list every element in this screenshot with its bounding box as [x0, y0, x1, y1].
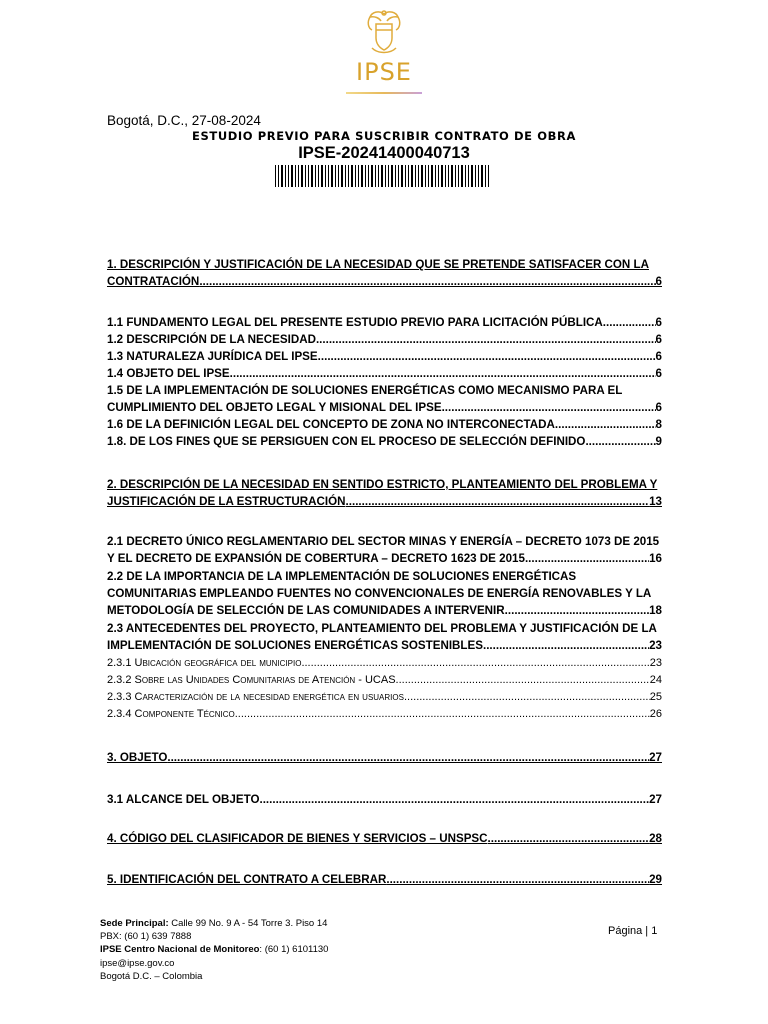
barcode-bar	[425, 165, 426, 187]
barcode-bar	[318, 165, 319, 187]
toc-entry-text: 1.8. DE LOS FINES QUE SE PERSIGUEN CON EL PROCESO DE SELECCIÓN DEFINIDO	[107, 435, 586, 448]
barcode-bar	[365, 165, 366, 187]
toc-entry[interactable]	[107, 314, 662, 331]
toc-page-number: 23	[649, 657, 662, 669]
toc-dot-leader	[525, 550, 649, 567]
toc-page-number: 27	[649, 751, 662, 764]
barcode-bar	[488, 165, 489, 187]
barcode-bar	[408, 165, 409, 187]
barcode-bar	[338, 165, 339, 187]
toc-entry[interactable]	[107, 416, 662, 433]
barcode-bar	[471, 165, 473, 187]
barcode-bar	[411, 165, 413, 187]
toc-page-number: 24	[649, 674, 662, 686]
toc-entry-text: 1.4 OBJETO DEL IPSE	[107, 367, 230, 380]
city-line: Bogotá D.C. – Colombia	[100, 970, 203, 982]
toc-page-number: 29	[649, 873, 662, 886]
toc-entry-text: 2.3.1 Ubicación geográfica del municipio	[107, 657, 302, 669]
barcode-bar	[458, 165, 459, 187]
toc-entry-text: CUMPLIMIENTO DEL OBJETO LEGAL Y MISIONAL DEL IPSE	[107, 401, 442, 414]
barcode-bar	[278, 165, 279, 187]
toc-page-number: 23	[649, 639, 662, 652]
ipse-logo	[0, 8, 768, 56]
toc-dot-leader	[230, 365, 656, 382]
toc-entry[interactable]	[107, 476, 662, 510]
barcode-bar	[451, 165, 453, 187]
toc-dot-leader	[442, 399, 656, 416]
barcode-bar	[448, 165, 449, 187]
barcode-bar	[388, 165, 389, 187]
toc-dot-leader	[505, 602, 649, 619]
toc-entry[interactable]	[107, 365, 662, 382]
email-link[interactable]: ipse@ipse.gov.co	[100, 957, 175, 969]
toc-entry-text: 2.3 ANTECEDENTES DEL PROYECTO, PLANTEAMIENTO DEL PROBLEMA Y JUSTIFICACIÓN DE LA	[107, 622, 657, 635]
toc-page-number: 18	[649, 604, 662, 617]
toc-entry-text: 2. DESCRIPCIÓN DE LA NECESIDAD EN SENTIDO ESTRICTO, PLANTEAMIENTO DEL PROBLEMA Y	[107, 478, 658, 491]
barcode-bar	[291, 165, 293, 187]
barcode-bar	[445, 165, 446, 187]
barcode-bar	[305, 165, 306, 187]
toc-dot-leader	[318, 348, 656, 365]
toc-entry[interactable]	[107, 672, 662, 689]
barcode-bar	[485, 165, 486, 187]
toc-dot-leader	[603, 314, 656, 331]
toc-dot-leader	[386, 871, 649, 888]
toc-dot-leader	[301, 655, 649, 672]
barcode-bar	[431, 165, 433, 187]
toc-dot-leader	[316, 331, 656, 348]
toc-page-number: 6	[655, 350, 662, 363]
toc-entry-text: CONTRATACIÓN	[107, 275, 200, 288]
toc-dot-leader	[199, 273, 655, 290]
barcode-bar	[328, 165, 329, 187]
barcode-bar	[435, 165, 436, 187]
toc-entry-text: 5. IDENTIFICACIÓN DEL CONTRATO A CELEBRAR	[107, 873, 387, 886]
toc-entry-text: IMPLEMENTACIÓN DE SOLUCIONES ENERGÉTICAS SOSTENIBLES	[107, 639, 483, 652]
toc-dot-leader	[488, 830, 650, 847]
toc-entry-text: 2.3.4 Componente Técnico	[107, 708, 235, 720]
barcode-bar	[281, 165, 283, 187]
barcode-bar	[288, 165, 289, 187]
toc-entry-text: 1.3 NATURALEZA JURÍDICA DEL IPSE	[107, 350, 318, 363]
centro-label: IPSE Centro Nacional de Monitoreo	[100, 944, 260, 956]
barcode-bar	[348, 165, 349, 187]
barcode-bar	[441, 165, 443, 187]
date-line: Bogotá, D.C., 27-08-2024	[107, 113, 261, 128]
toc-dot-leader	[585, 433, 655, 450]
toc-entry-text: 2.2 DE LA IMPORTANCIA DE LA IMPLEMENTACIÓN DE SOLUCIONES ENERGÉTICAS	[107, 570, 577, 583]
barcode-bar	[418, 165, 419, 187]
toc-entry[interactable]	[107, 382, 662, 416]
toc-dot-leader	[167, 749, 649, 766]
toc-page-number: 27	[649, 793, 662, 806]
toc-page-number: 8	[655, 418, 662, 431]
barcode-bar	[385, 165, 386, 187]
toc-entry-text: Y EL DECRETO DE EXPANSIÓN DE COBERTURA – DECRETO 1623 DE 2015	[107, 552, 525, 565]
toc-entry-text: 3.1 ALCANCE DEL OBJETO	[107, 793, 260, 806]
barcode-bar	[275, 165, 276, 187]
barcode-bar	[368, 165, 369, 187]
toc-page-number: 6	[655, 316, 662, 329]
barcode-bar	[311, 165, 313, 187]
barcode-bar	[395, 165, 396, 187]
barcode-bar	[321, 165, 323, 187]
barcode-bar	[461, 165, 463, 187]
toc-entry-text: 4. CÓDIGO DEL CLASIFICADOR DE BIENES Y SERVICIOS – UNSPSC	[107, 832, 488, 845]
barcode-bar	[285, 165, 286, 187]
toc-page-number: 13	[649, 495, 662, 508]
toc-dot-leader	[483, 637, 649, 654]
toc-entry-text: 1.5 DE LA IMPLEMENTACIÓN DE SOLUCIONES ENERGÉTICAS COMO MECANISMO PARA EL	[107, 384, 623, 397]
toc-entry-text: COMUNITARIAS EMPLEANDO FUENTES NO CONVENCIONALES DE ENERGÍA RENOVABLES Y LA	[107, 587, 652, 600]
toc-dot-leader	[404, 689, 650, 706]
toc-entry-text: 2.1 DECRETO ÚNICO REGLAMENTARIO DEL SECTOR MINAS Y ENERGÍA – DECRETO 1073 DE 2015	[107, 535, 660, 548]
toc-entry[interactable]	[107, 331, 662, 348]
toc-dot-leader	[259, 791, 649, 808]
toc-dot-leader	[346, 493, 650, 510]
toc-entry-text: 2.3.2 Sobre las Unidades Comunitarias de Atención - UCAS	[107, 674, 396, 686]
toc-page-number: 28	[649, 832, 662, 845]
toc-page-number: 16	[649, 552, 662, 565]
toc-page-number: 9	[655, 435, 662, 448]
barcode-bar	[351, 165, 353, 187]
toc-entry[interactable]	[107, 655, 662, 672]
toc-page-number: 6	[655, 367, 662, 380]
barcode-bar	[295, 165, 296, 187]
toc-entry-text: 1.6 DE LA DEFINICIÓN LEGAL DEL CONCEPTO DE ZONA NO INTERCONECTADA	[107, 418, 555, 431]
coat-of-arms-icon	[362, 8, 406, 56]
toc-page-number: 26	[649, 708, 662, 720]
barcode-bar	[405, 165, 406, 187]
barcode-bar	[331, 165, 333, 187]
toc-entry-text: METODOLOGÍA DE SELECCIÓN DE LAS COMUNIDADES A INTERVENIR	[107, 604, 505, 617]
document-title: ESTUDIO PREVIO PARA SUSCRIBIR CONTRATO DE OBRA	[192, 129, 576, 143]
toc-entry-text: 3. OBJETO	[107, 751, 168, 764]
barcode-bar	[301, 165, 303, 187]
barcode-bar	[298, 165, 299, 187]
barcode-bar	[381, 165, 383, 187]
toc-entry[interactable]	[107, 620, 662, 654]
toc-entry[interactable]	[107, 433, 662, 450]
page-number: Página | 1	[608, 925, 658, 937]
toc-page-number: 6	[655, 275, 662, 288]
barcode-bar	[378, 165, 379, 187]
barcode-bar	[325, 165, 326, 187]
barcode-bar	[478, 165, 479, 187]
toc-entry-text: 1.1 FUNDAMENTO LEGAL DEL PRESENTE ESTUDIO PREVIO PARA LICITACIÓN PÚBLICA	[107, 316, 603, 329]
barcode-bar	[315, 165, 316, 187]
toc-page-number: 6	[655, 333, 662, 346]
barcode-bar	[355, 165, 356, 187]
toc-dot-leader	[396, 672, 650, 689]
barcode-bar	[345, 165, 346, 187]
toc-dot-leader	[555, 416, 656, 433]
toc-entry[interactable]	[107, 348, 662, 365]
barcode-bar	[308, 165, 309, 187]
barcode-bar	[455, 165, 456, 187]
barcode-bar	[438, 165, 439, 187]
footer-contact	[100, 917, 328, 983]
barcode-bar	[391, 165, 393, 187]
barcode-bar	[475, 165, 476, 187]
toc-entry-text: 1.2 DESCRIPCIÓN DE LA NECESIDAD	[107, 333, 316, 346]
toc-entry[interactable]	[107, 568, 662, 619]
toc-entry-text: 1. DESCRIPCIÓN Y JUSTIFICACIÓN DE LA NECESIDAD QUE SE PRETENDE SATISFACER CON LA	[107, 258, 649, 271]
barcode-bar	[371, 165, 373, 187]
barcode-bar	[481, 165, 483, 187]
barcode-bar	[421, 165, 423, 187]
barcode-bar	[335, 165, 336, 187]
sede-address: Calle 99 No. 9 A - 54 Torre 3. Piso 14	[168, 918, 328, 929]
toc-page-number: 25	[649, 691, 662, 703]
barcode-bar	[341, 165, 343, 187]
toc-entry[interactable]	[107, 256, 662, 290]
toc-entry-text: JUSTIFICACIÓN DE LA ESTRUCTURACIÓN	[107, 495, 346, 508]
logo-text: IPSE	[356, 58, 412, 86]
barcode-bar	[415, 165, 416, 187]
barcode-bar	[465, 165, 466, 187]
toc-entry[interactable]	[107, 749, 662, 766]
centro-phone: : (60 1) 6101130	[259, 944, 329, 956]
barcode-bar	[401, 165, 403, 187]
toc-entry[interactable]	[107, 791, 662, 808]
barcode-bar	[468, 165, 469, 187]
pbx-line: PBX: (60 1) 639 7888	[100, 931, 192, 943]
barcode-bar	[375, 165, 376, 187]
barcode-bar	[358, 165, 359, 187]
barcode-bar	[428, 165, 429, 187]
barcode	[275, 165, 493, 187]
toc-page-number: 6	[655, 401, 662, 414]
toc-entry[interactable]	[107, 689, 662, 706]
logo-underline	[346, 92, 422, 94]
radicado-number: IPSE-20241400040713	[298, 144, 470, 162]
barcode-bar	[361, 165, 363, 187]
toc-entry[interactable]	[107, 830, 662, 847]
toc-entry[interactable]	[107, 706, 662, 723]
toc-entry[interactable]	[107, 533, 662, 567]
sede-label: Sede Principal:	[100, 918, 169, 929]
barcode-bar	[398, 165, 399, 187]
toc-entry-text: 2.3.3 Caracterización de la necesidad energética en usuarios	[107, 691, 404, 703]
toc-entry[interactable]	[107, 871, 662, 888]
toc-dot-leader	[235, 706, 650, 723]
